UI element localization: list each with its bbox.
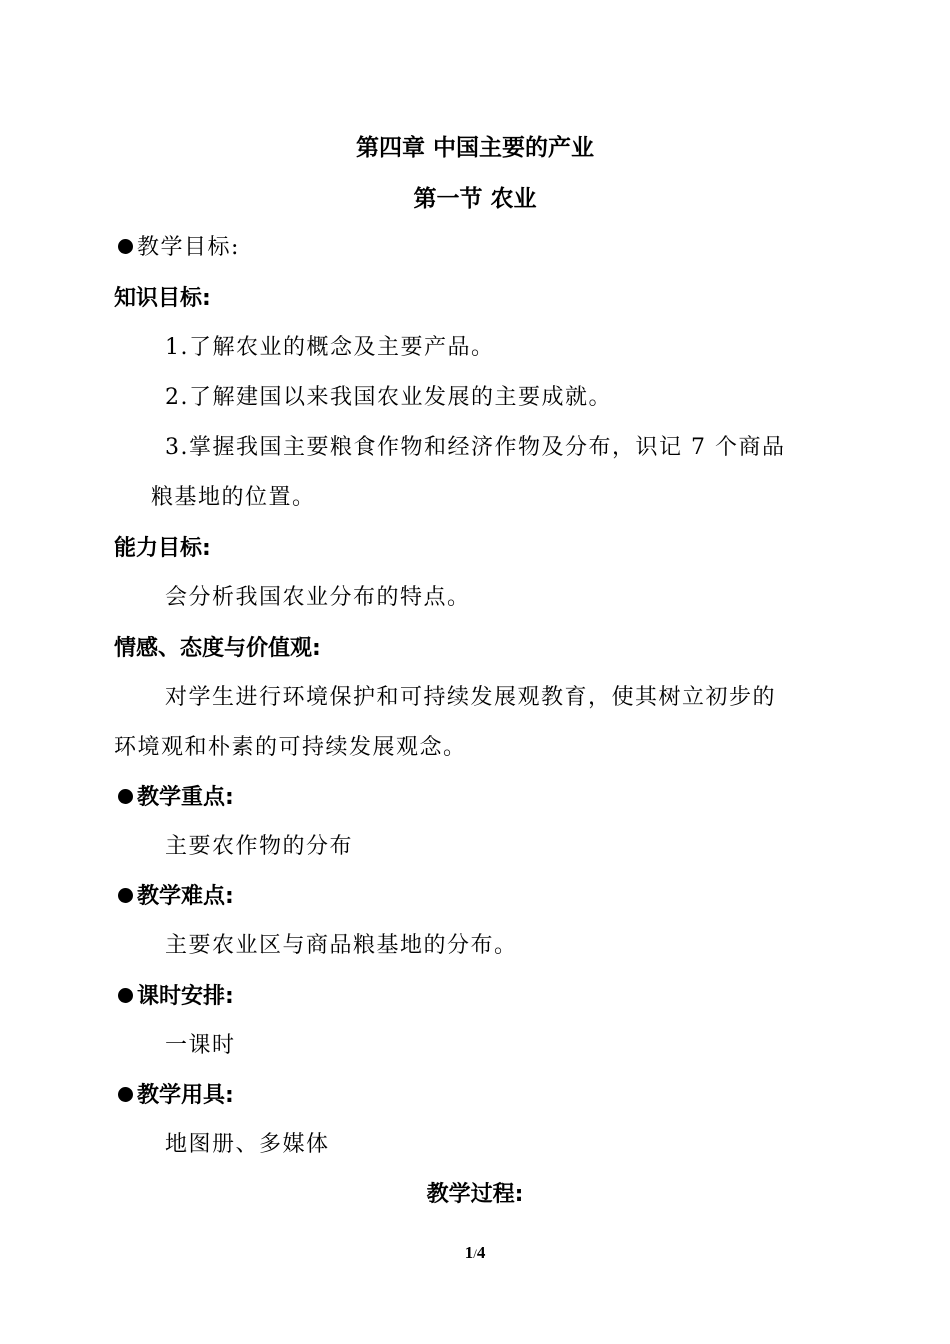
ability-text: 会分析我国农业分布的特点。 <box>165 585 471 610</box>
bullet-icon <box>118 789 133 804</box>
difficulties-text: 主要农业区与商品粮基地的分布。 <box>165 933 518 958</box>
objectives-heading-text: 教学目标: <box>137 235 240 260</box>
tools-heading <box>118 1082 234 1110</box>
values-line-1: 对学生进行环境保护和可持续发展观教育，使其树立初步的 <box>165 685 777 710</box>
process-heading: 教学过程: <box>426 1182 524 1207</box>
bullet-icon <box>118 888 133 903</box>
bullet-icon <box>118 239 133 254</box>
ability-heading: 能力目标: <box>114 536 211 561</box>
schedule-heading <box>118 983 234 1011</box>
knowledge-item-2: 2.了解建国以来我国农业发展的主要成就。 <box>165 385 612 410</box>
objectives-heading <box>118 234 240 262</box>
values-line-2: 环境观和朴素的可持续发展观念。 <box>114 735 467 760</box>
key-points-heading <box>118 784 234 812</box>
knowledge-item-3-cont: 粮基地的位置。 <box>151 485 316 510</box>
section-title: 第一节 农业 <box>413 186 537 212</box>
page-number: 1 <box>464 1243 474 1262</box>
knowledge-item-3: 3.掌握我国主要粮食作物和经济作物及分布，识记 7 个商品 <box>165 435 786 460</box>
tools-text: 地图册、多媒体 <box>165 1132 330 1157</box>
chapter-title: 第四章 中国主要的产业 <box>355 135 594 161</box>
schedule-heading-text: 课时安排: <box>137 984 234 1009</box>
key-points-text: 主要农作物的分布 <box>165 834 354 859</box>
bullet-icon <box>118 1087 133 1102</box>
difficulties-heading <box>118 883 234 911</box>
page-total: 4 <box>476 1243 486 1262</box>
tools-heading-text: 教学用具: <box>137 1083 234 1108</box>
page-separator: / <box>473 1246 477 1261</box>
key-points-heading-text: 教学重点: <box>137 785 234 810</box>
page-footer <box>0 1243 950 1263</box>
knowledge-heading: 知识目标: <box>114 286 211 311</box>
knowledge-item-1: 1.了解农业的概念及主要产品。 <box>165 335 495 360</box>
schedule-text: 一课时 <box>165 1033 236 1058</box>
values-heading: 情感、态度与价值观: <box>114 636 321 661</box>
bullet-icon <box>118 988 133 1003</box>
difficulties-heading-text: 教学难点: <box>137 884 234 909</box>
